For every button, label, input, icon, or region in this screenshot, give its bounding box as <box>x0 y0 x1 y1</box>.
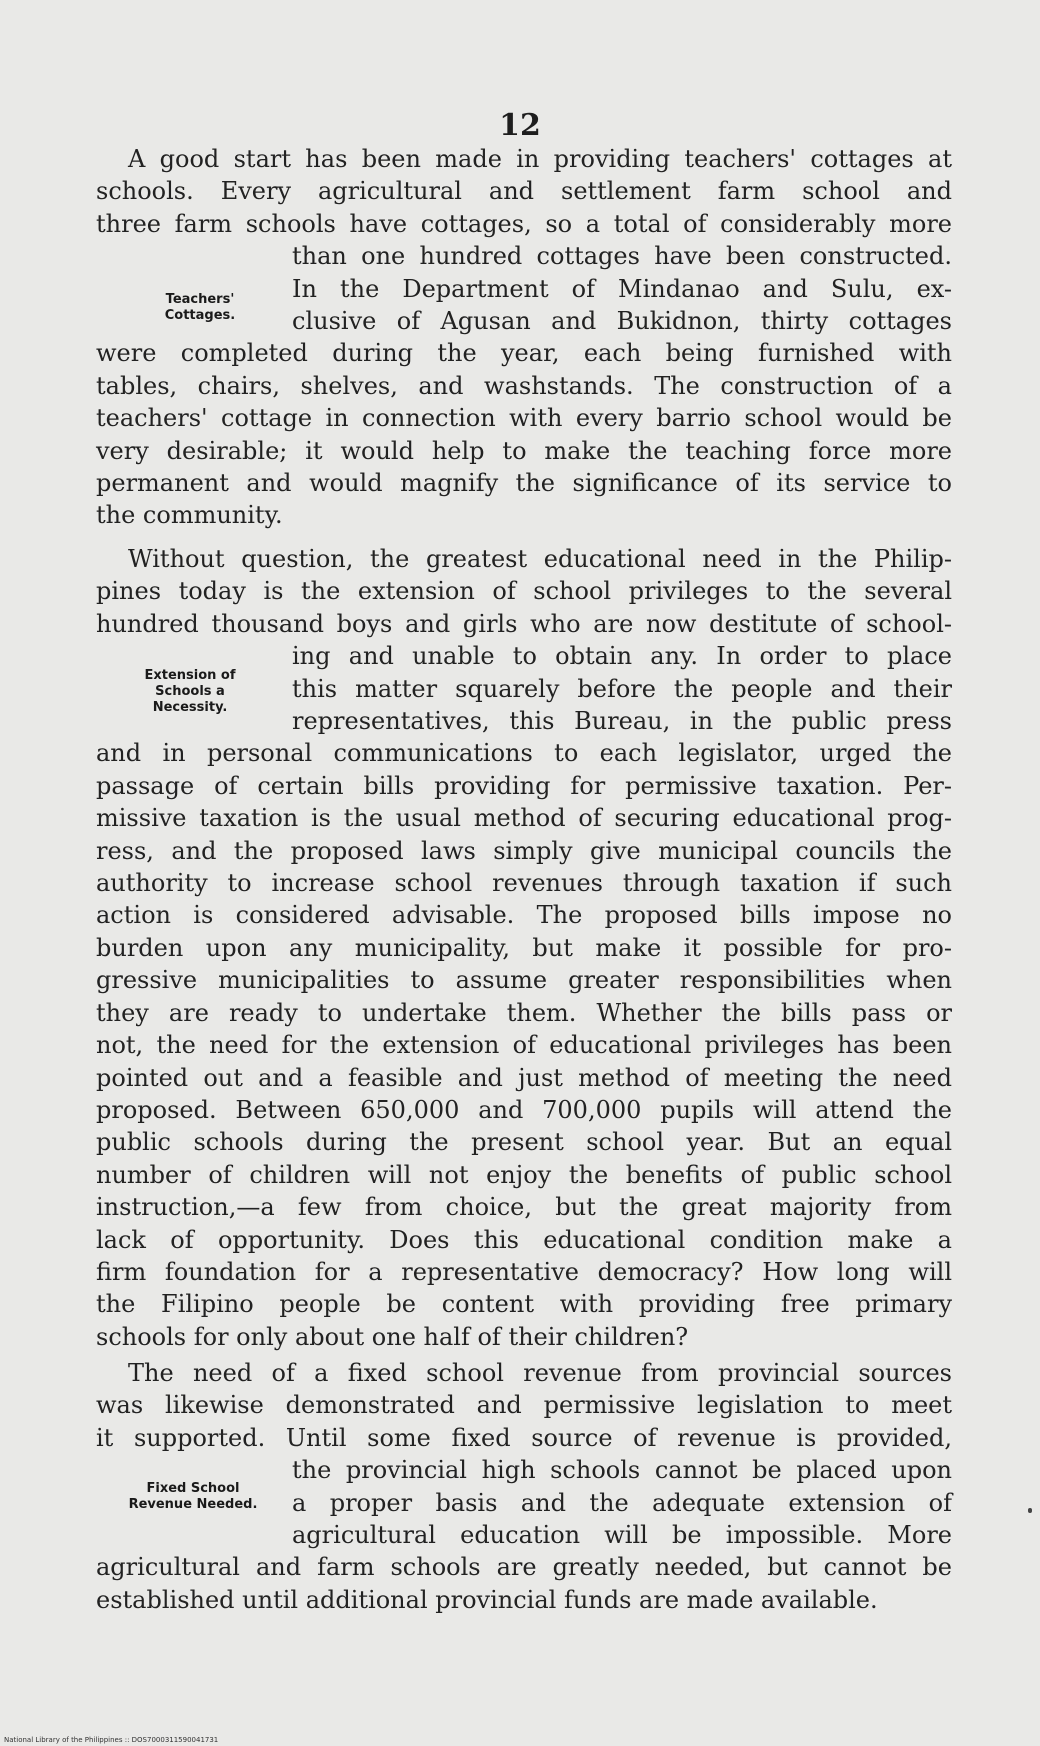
text-line: permanent and would magnify the significance of its service to <box>96 469 952 498</box>
text-line: passage of certain bills providing for permissive taxation. Per- <box>96 771 952 800</box>
text-line: it supported. Until some fixed source of revenue is provided, <box>96 1423 952 1452</box>
text-line: teachers' cottage in connection with every barrio school would be <box>96 404 952 433</box>
text-line: gressive municipalities to assume greater responsibilities when <box>96 966 952 995</box>
text-line: was likewise demonstrated and permissive legislation to meet <box>96 1391 952 1420</box>
text-line: agricultural and farm schools are greatly needed, but cannot be <box>96 1553 952 1582</box>
text-line: public schools during the present school year. But an equal <box>96 1128 952 1157</box>
text-line: number of children will not enjoy the benefits of public school <box>96 1160 952 1189</box>
margin-note-line: Schools a <box>155 684 225 699</box>
margin-note-teachers-cottages <box>140 292 260 324</box>
text-line: lack of opportunity. Does this educational condition make a <box>96 1225 952 1254</box>
margin-note-line: Revenue Needed. <box>128 1497 258 1512</box>
margin-note-fixed-school-revenue <box>118 1481 268 1513</box>
text-line: ing and unable to obtain any. In order to place <box>292 642 952 671</box>
text-line: representatives, this Bureau, in the public press <box>292 707 952 736</box>
text-line: burden upon any municipality, but make it possible for pro- <box>96 933 952 962</box>
text-line: ress, and the proposed laws simply give municipal councils the <box>96 836 952 865</box>
text-line: schools. Every agricultural and settlement farm school and <box>96 177 952 206</box>
text-line: the provincial high schools cannot be placed upon <box>292 1456 952 1485</box>
margin-note-line: Fixed School <box>146 1481 240 1496</box>
text-line: A good start has been made in providing teachers' cottages at <box>128 145 952 173</box>
margin-note-line: Teachers' <box>165 292 235 307</box>
text-line: very desirable; it would help to make the teaching force more <box>96 436 952 465</box>
paragraph-teachers-cottages <box>96 143 952 532</box>
margin-note-line: Extension of <box>144 668 236 683</box>
text-line: were completed during the year, each being furnished with <box>96 339 952 368</box>
text-line: three farm schools have cottages, so a total of considerably more <box>96 209 952 238</box>
text-line: missive taxation is the usual method of securing educational prog- <box>96 804 952 833</box>
text-line: a proper basis and the adequate extension of <box>292 1488 952 1517</box>
page-number: 12 <box>499 108 541 143</box>
text-line: the community. <box>96 501 283 530</box>
text-line: proposed. Between 650,000 and 700,000 pupils will attend the <box>96 1095 952 1124</box>
text-line: pines today is the extension of school privileges to the several <box>96 577 952 606</box>
text-line: the Filipino people be content with providing free primary <box>96 1290 952 1319</box>
text-line: The need of a fixed school revenue from provincial sources <box>128 1359 952 1387</box>
text-line: tables, chairs, shelves, and washstands. The construction of a <box>96 371 952 400</box>
text-line: hundred thousand boys and girls who are now destitute of school- <box>96 609 952 638</box>
text-line: and in personal communications to each legislator, urged the <box>96 739 952 768</box>
text-line: In the Department of Mindanao and Sulu, ex- <box>292 274 952 303</box>
text-line: action is considered advisable. The proposed bills impose no <box>96 901 952 930</box>
text-line: firm foundation for a representative democracy? How long will <box>96 1257 952 1286</box>
text-line: pointed out and a feasible and just method of meeting the need <box>96 1063 952 1092</box>
text-line: clusive of Agusan and Bukidnon, thirty cottages <box>292 307 952 336</box>
text-line: than one hundred cottages have been constructed. <box>292 242 952 271</box>
margin-note-extension-of-schools <box>126 668 254 716</box>
margin-note-line: Cottages. <box>164 308 236 323</box>
text-line: Without question, the greatest educational need in the Philip- <box>128 545 952 573</box>
paragraph-extension-of-schools <box>96 543 952 1353</box>
text-line: this matter squarely before the people and their <box>292 674 952 703</box>
text-line: not, the need for the extension of educational privileges has been <box>96 1031 952 1060</box>
scan-speck <box>1028 1508 1032 1513</box>
text-line: instruction,—a few from choice, but the great majority from <box>96 1193 952 1222</box>
footer-credit: National Library of the Philippines :: DOS7000311590041731 <box>4 1736 219 1744</box>
text-line: established until additional provincial funds are made available. <box>96 1585 878 1614</box>
text-line: authority to increase school revenues through taxation if such <box>96 869 952 898</box>
text-line: agricultural education will be impossible. More <box>292 1521 952 1550</box>
text-line: they are ready to undertake them. Whether the bills pass or <box>96 998 952 1027</box>
margin-note-line: Necessity. <box>152 700 228 715</box>
text-line: schools for only about one half of their children? <box>96 1322 689 1351</box>
